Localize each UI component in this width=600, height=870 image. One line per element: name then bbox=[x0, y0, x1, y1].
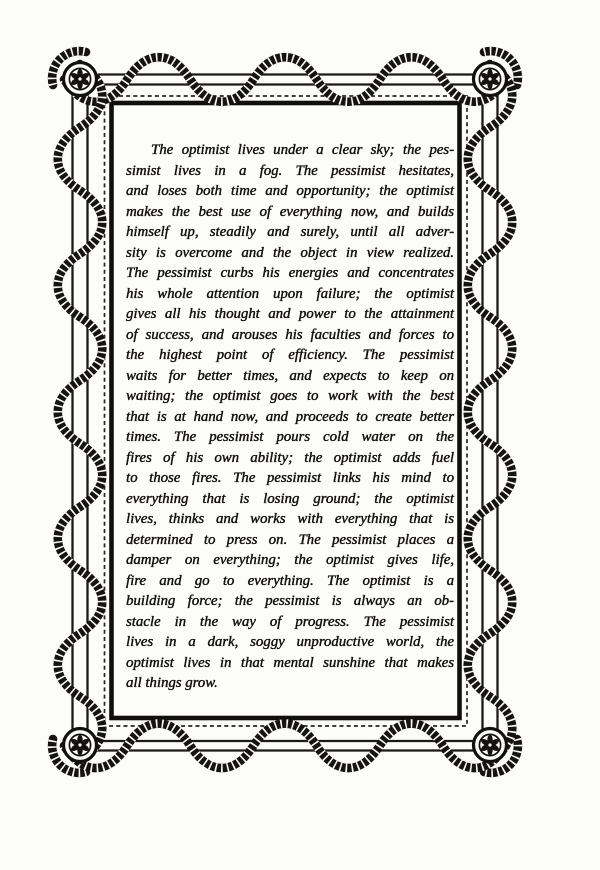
ribbon-path bbox=[58, 64, 103, 760]
passage-line: gives all his thought and power to the attainment bbox=[126, 306, 454, 322]
passage-line: and loses both time and opportunity; the optimist bbox=[126, 183, 454, 199]
passage-line: waiting; the optimist goes to work with the best bbox=[126, 388, 454, 404]
passage-line: makes the best use of everything now, and builds bbox=[126, 203, 454, 220]
ribbon-texture bbox=[58, 64, 103, 760]
passage-line: all things grow. bbox=[126, 675, 218, 691]
corner-rosette-icon bbox=[64, 63, 97, 96]
ribbon-texture bbox=[468, 64, 513, 760]
passage-line: sity is overcome and the object in view realized. bbox=[126, 244, 454, 261]
passage-line: lives in a dark, soggy unproductive world, the bbox=[126, 634, 454, 650]
passage-line: lives, thinks and works with everything that is bbox=[126, 511, 454, 527]
passage-line: the highest point of efficiency. The pessimist bbox=[126, 347, 454, 363]
passage-line: The optimist lives under a clear sky; the pes- bbox=[151, 142, 454, 158]
passage-line: The pessimist curbs his energies and concentrates bbox=[126, 265, 454, 281]
ribbon-path bbox=[64, 57, 506, 102]
passage-line: optimist lives in that mental sunshine that makes bbox=[126, 654, 454, 671]
passage-line: times. The pessimist pours cold water on the bbox=[126, 429, 454, 445]
passage-line: himself up, steadily and surely, until all adver- bbox=[126, 224, 454, 240]
corner-rosette-icon bbox=[64, 729, 97, 762]
passage-line: waits for better times, and expects to keep on bbox=[126, 367, 454, 384]
passage-line: simist lives in a fog. The pessimist hesitates, bbox=[126, 162, 454, 179]
corner-rosette-icon bbox=[474, 63, 507, 96]
passage-line: fires of his own ability; the optimist adds fuel bbox=[126, 449, 454, 466]
passage-line: building force; the pessimist is always an ob- bbox=[126, 593, 454, 609]
passage-text bbox=[126, 140, 454, 694]
passage-line: of success, and arouses his faculties and forces to bbox=[126, 326, 454, 343]
passage-line: that is at hand now, and proceeds to create better bbox=[126, 408, 454, 425]
ribbon-path bbox=[64, 724, 506, 769]
passage-line: to those fires. The pessimist links his mind to bbox=[126, 470, 454, 486]
passage-line: everything that is losing ground; the optimist bbox=[126, 490, 454, 507]
passage-line: stacle in the way of progress. The pessimist bbox=[126, 613, 454, 630]
passage-line: determined to press on. The pessimist places a bbox=[126, 531, 454, 548]
passage-line: his whole attention upon failure; the optimist bbox=[126, 285, 454, 302]
ribbon-path bbox=[468, 64, 513, 760]
corner-rosette-icon bbox=[474, 729, 507, 762]
passage-line: damper on everything; the optimist gives life, bbox=[126, 552, 454, 568]
passage-line: fire and go to everything. The optimist is a bbox=[126, 572, 454, 589]
